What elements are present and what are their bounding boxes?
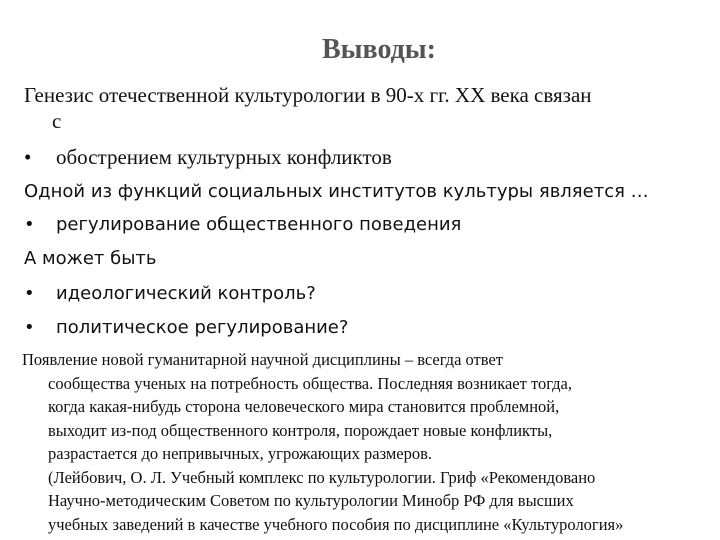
citation-line: Научно-методическим Советом по культурологии Минобр РФ для высших [48, 491, 574, 510]
bullet-item-4 [24, 315, 348, 341]
paragraph-line: сообщества ученых на потребность общества. Последняя возникает тогда, [48, 373, 572, 393]
bullet-icon: • [24, 214, 35, 235]
text-line-maybe: А может быть [24, 248, 157, 269]
bullet-item-1-text: обострением культурных конфликтов [56, 145, 392, 169]
paragraph-line: когда какая-нибудь сторона человеческого мира становится проблемной, [48, 397, 560, 416]
bullet-item-1 [24, 144, 392, 170]
text-line-genesis: Генезис отечественной культурологии в 90-х гг. XX века связан [24, 83, 592, 107]
bullet-item-3 [24, 281, 316, 307]
paragraph-line: выходит из-под общественного контроля, порождает новые конфликты, [48, 420, 553, 440]
bullet-item-4-text: политическое регулирование? [56, 317, 349, 338]
citation-line: учебных заведений в качестве учебного пособия по дисциплине «Культурология» [48, 514, 624, 534]
bullet-item-2 [24, 212, 461, 238]
paragraph-line: разрастается до непривычных, угрожающих размеров. [48, 444, 433, 463]
quote-paragraph [22, 348, 712, 536]
slide-title: Выводы: [321, 34, 436, 65]
text-line-genesis-cont: с [52, 109, 62, 133]
bullet-icon: • [24, 145, 32, 169]
bullet-icon: • [24, 317, 35, 338]
paragraph-line: Появление новой гуманитарной научной дисциплины – всегда ответ [22, 350, 503, 369]
bullet-item-2-text: регулирование общественного поведения [56, 214, 462, 235]
bullet-item-3-text: идеологический контроль? [56, 283, 316, 304]
citation-line: (Лейбович, О. Л. Учебный комплекс по культурологии. Гриф «Рекомендовано [48, 467, 596, 487]
bullet-icon: • [24, 283, 35, 304]
text-line-functions: Одной из функций социальных институтов культуры является … [24, 181, 649, 202]
